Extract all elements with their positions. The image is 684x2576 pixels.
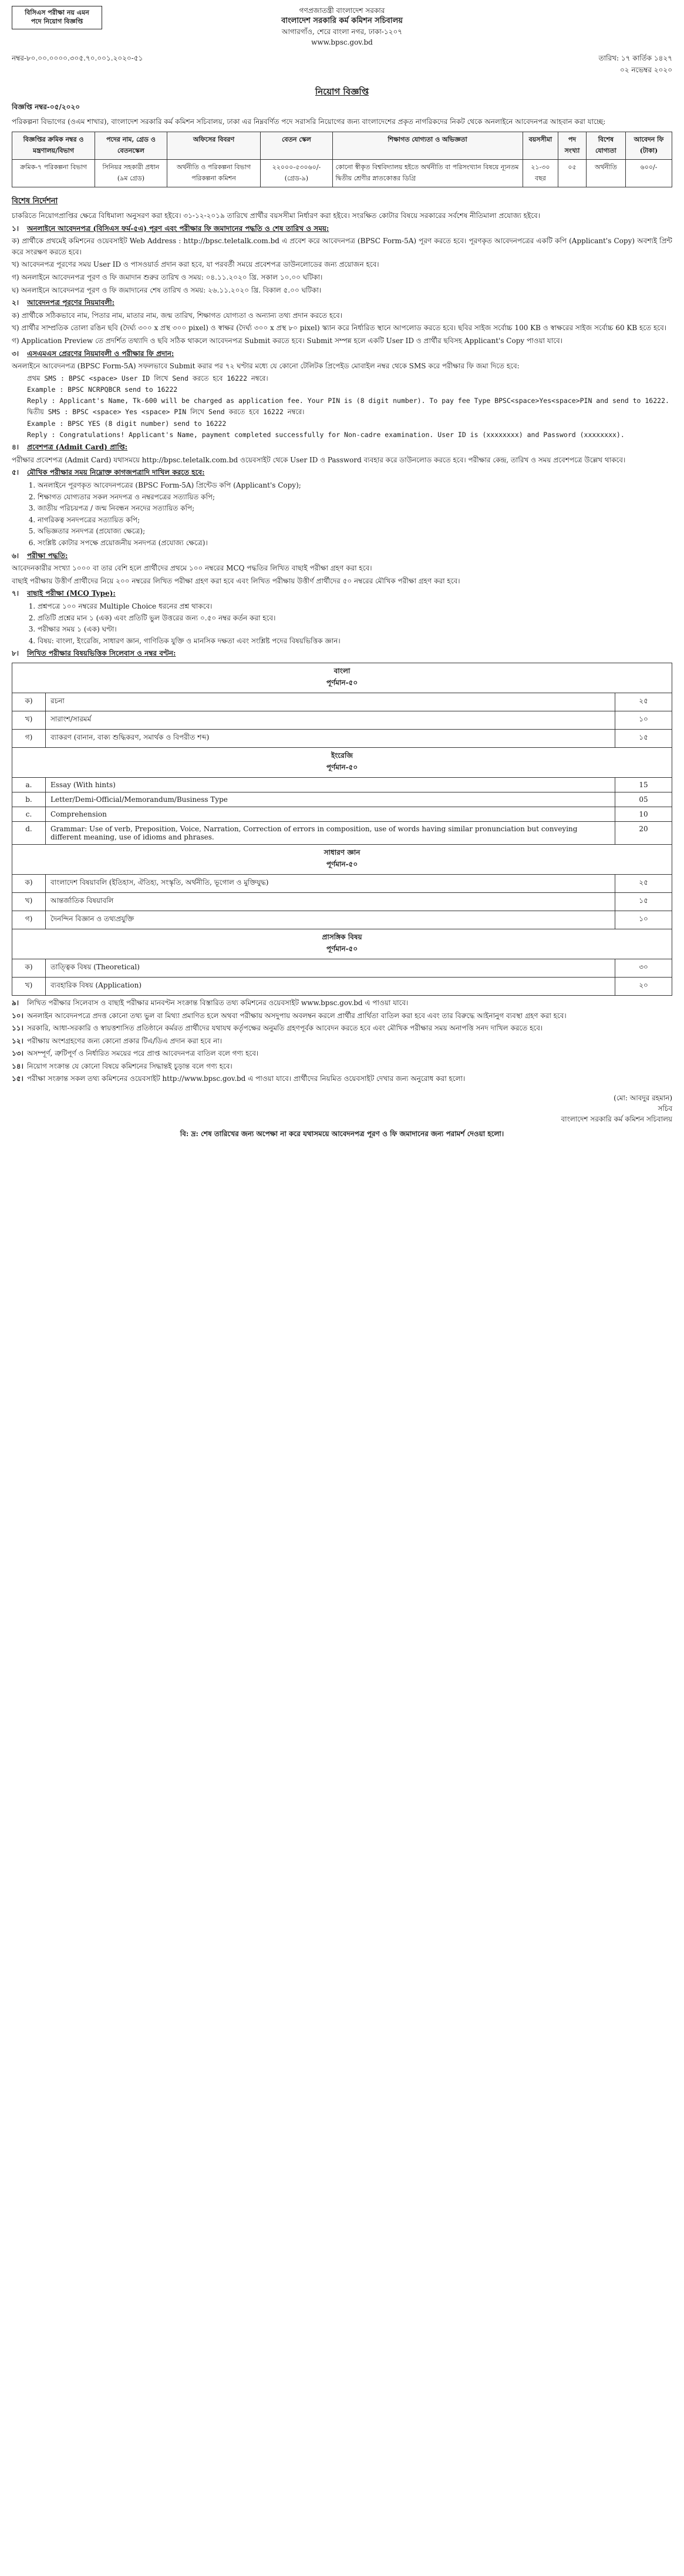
- sms-instruction: Reply : Congratulations! Applicant's Name, payment completed successfully for Non-cadre examination. User ID is (xxxxxxxx) and Password (xxxxxxxx).: [27, 430, 625, 439]
- syllabus-item-topic: Essay (With hints): [46, 777, 615, 792]
- syllabus-item-topic: Comprehension: [46, 807, 615, 821]
- syllabus-row: [12, 693, 672, 711]
- syllabus-row: [12, 792, 672, 807]
- final-note: বি: দ্র: শেষ তারিখের জন্য অপেক্ষা না করে যথাসময়ে আবেদনপত্র পূরণ ও ফি জমাদানের জন্য পরামর্শ দেওয়া হলো।: [180, 1130, 504, 1138]
- syllabus-item-index: ক): [12, 874, 46, 892]
- org-name: বাংলাদেশ সরকারি কর্ম কমিশন সচিবালয়: [281, 16, 403, 26]
- syllabus-item-marks: ১৫: [615, 729, 672, 747]
- stamp-line-1: বিসিএস পরীক্ষা নয় এমন: [25, 9, 89, 16]
- syllabus-item-index: ক): [12, 693, 46, 711]
- syllabus-item-index: গ): [12, 911, 46, 929]
- closing-clauses: [12, 998, 672, 1084]
- syllabus-subject-total: পূর্ণমান-৫০: [326, 678, 358, 687]
- syllabus-item-marks: 05: [615, 792, 672, 807]
- closing-number: ১২।: [12, 1036, 23, 1045]
- syllabus-item-marks: ২৫: [615, 693, 672, 711]
- section-title: অনলাইনে আবেদনপত্র (বিসিএস ফর্ম-৫এ) পূরণ এবং পরীক্ষার ফি জমাদানের পদ্ধতি ও শেষ তারিখ ও সময়:: [27, 224, 329, 233]
- syllabus-item-topic: আন্তর্জাতিক বিষয়াবলি: [46, 892, 615, 911]
- date-block: [599, 53, 672, 77]
- post-table-cell: সিনিয়র সহকারী প্রধান (৯ম গ্রেড): [95, 160, 167, 187]
- signatory-name: (মো: আবদুর রহমান): [614, 1094, 672, 1103]
- section-title: লিখিত পরীক্ষার বিষয়ভিত্তিক সিলেবাস ও নম্বর বণ্টন:: [27, 649, 176, 658]
- section-heading: [12, 348, 672, 360]
- section-paragraph: খ) আবেদনপত্র পূরণের সময় User ID ও পাসওয়ার্ড প্রদান করা হবে, যা পরবর্তী সময়ে প্রবেশপত্র ডাউনলোডের জন্য প্রয়োজন হবে।: [12, 260, 379, 269]
- section-list: [38, 601, 672, 646]
- syllabus-item-topic: Grammar: Use of verb, Preposition, Voice, Narration, Correction of errors in composition, use of words having similar pronunciation but conveying different meaning, use of idioms and phrases.: [46, 821, 615, 844]
- syllabus-block-header: [12, 844, 672, 874]
- section-paragraph: খ) প্রার্থীর সাম্প্রতিক তোলা রঙিন ছবি (দৈর্ঘ্য ৩০০ x প্রস্থ ৩০০ pixel) ও স্বাক্ষর (দৈর্ঘ্য ৩০০ x প্রস্থ ৮০ pixel) স্ক্যান করে নির্ধারিত স্থানে আপলোড করতে হবে। ছবির সাইজ সর্বোচ্চ 100 KB ও স্বাক্ষরের সাইজ সর্বোচ্চ 60 KB হতে হবে।: [12, 324, 667, 333]
- section-heading: [12, 297, 672, 308]
- syllabus-item-marks: ১৫: [615, 892, 672, 911]
- syllabus-item-marks: ১০: [615, 911, 672, 929]
- syllabus-row: [12, 874, 672, 892]
- syllabus-item-marks: ১০: [615, 711, 672, 729]
- sms-instruction: প্রথম SMS : BPSC <space> User ID লিখে Send করতে হবে 16222 নম্বরে।: [27, 374, 268, 382]
- syllabus-item-marks: ২০: [615, 977, 672, 995]
- post-table-header: আবেদন ফি (টাকা): [626, 132, 672, 160]
- sms-instruction: দ্বিতীয় SMS : BPSC <space> Yes <space> PIN লিখে Send করতে হবে 16222 নম্বরে।: [27, 408, 305, 417]
- closing-text: অনলাইন আবেদনপত্রে প্রদত্ত কোনো তথ্য ভুল বা মিথ্যা প্রমাণিত হলে অথবা পরীক্ষায় অসদুপায় অবলম্বন করলে প্রার্থীর প্রার্থিতা বাতিল করা হবে এবং তার বিরুদ্ধে আইনানুগ ব্যবস্থা গ্রহণ করা হবে।: [27, 1011, 567, 1020]
- section-number: ৬।: [12, 551, 19, 560]
- closing-clause: [12, 1023, 672, 1034]
- post-table-header: বিজ্ঞপ্তির ক্রমিক নম্বর ও মন্ত্রণালয়/বিভাগ: [12, 132, 95, 160]
- section-paragraph: ক) প্রার্থীকে সঠিকভাবে নাম, পিতার নাম, মাতার নাম, জন্ম তারিখ, শিক্ষাগত যোগ্যতা ও অন্যান্য তথ্য প্রদান করতে হবে।: [12, 311, 342, 320]
- syllabus-item-index: খ): [12, 892, 46, 911]
- post-table-cell: অর্থনীতি ও পরিকল্পনা বিভাগ পরিকল্পনা কমিশন: [167, 160, 261, 187]
- syllabus-subject: [12, 844, 672, 874]
- section-paragraph: পরীক্ষার প্রবেশপত্র (Admit Card) যথাসময়ে http://bpsc.teletalk.com.bd ওয়েবসাইট থেকে User ID ও Password ব্যবহার করে ডাউনলোড করতে হবে। পরীক্ষার কেন্দ্র, তারিখ ও সময় প্রবেশপত্রে উল্লেখ থাকবে।: [12, 455, 626, 464]
- section-number: ১।: [12, 224, 19, 233]
- post-table-cell: ২২০০০-৫৩০৬০/- (গ্রেড-৯): [261, 160, 332, 187]
- section-heading: [12, 550, 672, 562]
- section-number: ৫।: [12, 468, 19, 477]
- section-list-item: 5. অভিজ্ঞতার সনদপত্র (প্রযোজ্য ক্ষেত্রে);: [38, 526, 672, 537]
- section-list-item: 3. পরীক্ষার সময় ১ (এক) ঘণ্টা।: [38, 624, 672, 635]
- syllabus-subject-total: পূর্ণমান-৫০: [326, 859, 358, 868]
- section-list-item: 1. প্রশ্নপত্রে ১০০ নম্বরের Multiple Choice ধরনের প্রশ্ন থাকবে।: [38, 601, 672, 612]
- syllabus-block-header: [12, 929, 672, 959]
- section-paragraph: আবেদনকারীর সংখ্যা ১০০০ বা তার বেশি হলে প্রার্থীদের প্রথমে ১০০ নম্বরের MCQ পদ্ধতির লিখিত বাছাই পরীক্ষা গ্রহণ করা হবে।: [12, 564, 372, 573]
- post-table-header: শিক্ষাগত যোগ্যতা ও অভিজ্ঞতা: [332, 132, 523, 160]
- special-instructions-title: বিশেষ নির্দেশনা: [12, 197, 58, 206]
- notice-title: নিয়োগ বিজ্ঞপ্তি: [315, 86, 369, 98]
- syllabus-item-topic: বাংলাদেশ বিষয়াবলি (ইতিহাস, ঐতিহ্য, সংস্কৃতি, অর্থনীতি, ভূগোল ও মুক্তিযুদ্ধ): [46, 874, 615, 892]
- section-list-item: 4. বিষয়: বাংলা, ইংরেজি, সাধারণ জ্ঞান, গাণিতিক যুক্তি ও মানসিক দক্ষতা এবং সংশ্লিষ্ট পদের বিষয়ভিত্তিক জ্ঞান।: [38, 636, 672, 647]
- section-paragraph: ক) প্রার্থীকে প্রথমেই কমিশনের ওয়েবসাইট Web Address : http://bpsc.teletalk.com.bd এ প্রবেশ করে আবেদনপত্র (BPSC Form-5A) পূরণ করতে হবে। পূরণকৃত আবেদনপত্রের একটি কপি (Applicant's Copy) অবশ্যই প্রিন্ট করে সংরক্ষণ করতে হবে।: [12, 237, 672, 256]
- sms-instruction: Reply : Applicant's Name, Tk-600 will be charged as application fee. Your PIN is (8 digit number). To pay fee Type BPSC<space>Yes<space>PIN and send to 16222.: [27, 397, 669, 405]
- closing-text: নিয়োগ সংক্রান্ত যে কোনো বিষয়ে কমিশনের সিদ্ধান্তই চূড়ান্ত বলে গণ্য হবে।: [27, 1062, 233, 1070]
- syllabus-item-index: খ): [12, 711, 46, 729]
- section-list-item: 1. অনলাইনে পূরণকৃত আবেদনপত্রের (BPSC Form-5A) প্রিন্টেড কপি (Applicant's Copy);: [38, 480, 672, 491]
- post-table-cell: ক্রমিক-৭ পরিকল্পনা বিভাগ: [12, 160, 95, 187]
- date-bangla: ১৭ কার্তিক ১৪২৭: [621, 54, 672, 63]
- sms-instruction: Example : BPSC YES (8 digit number) send to 16222: [27, 419, 227, 428]
- closing-clause: [12, 1061, 672, 1072]
- syllabus-row: [12, 777, 672, 792]
- signatory-designation: সচিব: [658, 1104, 672, 1113]
- closing-number: ১৩।: [12, 1049, 23, 1058]
- syllabus-item-index: c.: [12, 807, 46, 821]
- section-heading: [12, 648, 672, 659]
- section-title: বাছাই পরীক্ষা (MCQ Type):: [27, 589, 116, 598]
- section-number: ৪।: [12, 443, 19, 452]
- syllabus-row: [12, 892, 672, 911]
- section-title: মৌখিক পরীক্ষার সময় নিম্নোক্ত কাগজপত্রাদি দাখিল করতে হবে:: [27, 468, 205, 477]
- section-list-item: 2. শিক্ষাগত যোগ্যতার সকল সনদপত্র ও নম্বরপত্রের সত্যায়িত কপি;: [38, 492, 672, 503]
- section-title: এসএমএস প্রেরণের নিয়মাবলী ও পরীক্ষার ফি প্রদান:: [27, 349, 174, 358]
- advertisement-number: বিজ্ঞপ্তি নম্বর-০৫/২০২০: [12, 103, 80, 112]
- section-number: ২।: [12, 298, 19, 307]
- section-title: পরীক্ষা পদ্ধতি:: [27, 551, 68, 560]
- syllabus-item-topic: সারাংশ/সারমর্ম: [46, 711, 615, 729]
- closing-text: পরীক্ষা সংক্রান্ত সকল তথ্য কমিশনের ওয়েবসাইট http://www.bpsc.gov.bd এ পাওয়া যাবে। প্রার্থীদের নিয়মিত ওয়েবসাইট দেখার জন্য অনুরোধ করা হলো।: [27, 1074, 466, 1083]
- syllabus-item-index: b.: [12, 792, 46, 807]
- syllabus-subject-total: পূর্ণমান-৫০: [326, 763, 358, 771]
- syllabus-row: [12, 911, 672, 929]
- syllabus-subject: [12, 929, 672, 959]
- syllabus-row: [12, 711, 672, 729]
- syllabus-item-index: খ): [12, 977, 46, 995]
- post-table-header: বিশেষ যোগ্যতা: [586, 132, 625, 160]
- post-table-header: বয়সসীমা: [523, 132, 558, 160]
- stamp-line-2: পদে নিয়োগ বিজ্ঞপ্তি: [31, 17, 83, 25]
- closing-clause: [12, 1048, 672, 1059]
- reference-number: নম্বর-৮০.০০.০০০০.৩০৫.৭০.০০১.২০২০-৫১: [12, 54, 143, 63]
- section-number: ৭।: [12, 589, 19, 598]
- signature-block: [12, 1093, 672, 1124]
- syllabus-item-index: a.: [12, 777, 46, 792]
- intro-paragraph: পরিকল্পনা বিভাগের (ওএম শাখার), বাংলাদেশ সরকারি কর্ম কমিশন সচিবালয়, ঢাকা এর নিম্নবর্ণিত পদে সরাসরি নিয়োগের জন্য বাংলাদেশের প্রকৃত নাগরিকদের নিকট থেকে অনলাইনে আবেদনপত্র আহবান করা যাচ্ছে:: [12, 117, 606, 126]
- org-website: www.bpsc.gov.bd: [311, 38, 373, 46]
- syllabus-row: [12, 977, 672, 995]
- section-title: আবেদনপত্র পূরণের নিয়মাবলী:: [27, 298, 114, 307]
- section-heading: [12, 467, 672, 478]
- section-heading: [12, 442, 672, 453]
- post-table-row: [12, 160, 672, 187]
- closing-number: ১১।: [12, 1024, 23, 1033]
- date-label: তারিখ:: [598, 54, 619, 63]
- syllabus-item-index: d.: [12, 821, 46, 844]
- syllabus-block-header: [12, 747, 672, 777]
- section-heading: [12, 223, 672, 234]
- post-table-header: পদের নাম, গ্রেড ও বেতনস্কেল: [95, 132, 167, 160]
- reference-line: [12, 53, 672, 77]
- syllabus-subject: [12, 663, 672, 693]
- post-table-cell: কোনো স্বীকৃত বিশ্ববিদ্যালয় হইতে অর্থনীতি বা পরিসংখ্যান বিষয়ে ন্যূনতম দ্বিতীয় শ্রেণীর স্নাতকোত্তর ডিগ্রি: [332, 160, 523, 187]
- closing-text: অসম্পূর্ণ, ত্রুটিপূর্ণ ও নির্ধারিত সময়ের পরে প্রাপ্ত আবেদনপত্র বাতিল বলে গণ্য হবে।: [27, 1049, 259, 1058]
- special-instructions-text: চাকরিতে নিয়োগপ্রাপ্তির ক্ষেত্রে বিধিমালা অনুসরণ করা হইবে। ৩১-১২-২০১৯ তারিখে প্রার্থীর বয়সসীমা নির্ধারণ করা হইবে। সংরক্ষিত কোটার বিষয়ে সরকারের সর্বশেষ নীতিমালা প্রযোজ্য হইবে।: [12, 211, 541, 220]
- section-paragraph: গ) Application Preview তে প্রদর্শিত তথ্যাদি ও ছবি সঠিক থাকলে আবেদনপত্র Submit করতে হবে। Submit সম্পন্ন হলে একটি User ID ও প্রার্থীর ছবিসহ Applicant's Copy পাওয়া যাবে।: [12, 336, 562, 345]
- syllabus-subject-name: বাংলা: [333, 666, 351, 675]
- syllabus-row: [12, 729, 672, 747]
- syllabus-subject-name: ইংরেজি: [331, 751, 353, 760]
- syllabus-item-marks: 20: [615, 821, 672, 844]
- section-paragraph: বাছাই পরীক্ষায় উত্তীর্ণ প্রার্থীদের নিয়ে ২০০ নম্বরের লিখিত পরীক্ষা গ্রহণ করা হবে এবং লিখিত পরীক্ষায় উত্তীর্ণ প্রার্থীদের ৫০ নম্বরের মৌখিক পরীক্ষা গ্রহণ করা হবে।: [12, 576, 460, 585]
- syllabus-table: [12, 663, 672, 996]
- syllabus-row: [12, 959, 672, 977]
- section-paragraph: গ) অনলাইনে আবেদনপত্র পূরণ ও ফি জমাদান শুরুর তারিখ ও সময়: ০৪.১১.২০২০ খ্রি. সকাল ১০.০০ ঘটিকা।: [12, 273, 323, 281]
- section-list: [38, 480, 672, 549]
- letterhead: [12, 6, 672, 48]
- section-paragraph: অনলাইনে আবেদনপত্র (BPSC Form-5A) সফলভাবে Submit করার পর ৭২ ঘণ্টার মধ্যে যে কোনো টেলিটক প্রিপেইড মোবাইল নম্বর থেকে SMS করে পরীক্ষার ফি জমা দিতে হবে:: [12, 362, 520, 371]
- section-list-item: 4. নাগরিকত্ব সনদপত্রের সত্যায়িত কপি;: [38, 515, 672, 526]
- post-table-header: অফিসের বিবরণ: [167, 132, 261, 160]
- closing-number: ৯।: [12, 998, 19, 1007]
- syllabus-item-topic: দৈনন্দিন বিজ্ঞান ও তথ্যপ্রযুক্তি: [46, 911, 615, 929]
- post-table-cell: ৬০০/-: [626, 160, 672, 187]
- syllabus-row: [12, 821, 672, 844]
- closing-clause: [12, 1073, 672, 1084]
- closing-clause: [12, 1036, 672, 1047]
- syllabus-subject: [12, 747, 672, 777]
- closing-number: ১০।: [12, 1011, 23, 1020]
- sms-instruction: Example : BPSC NCRPQBCR send to 16222: [27, 385, 178, 394]
- section-number: ৩।: [12, 349, 19, 358]
- section-list-item: 2. প্রতিটি প্রশ্নের মান ১ (এক) এবং প্রতিটি ভুল উত্তরের জন্য ০.৫০ নম্বর কর্তন করা হবে।: [38, 613, 672, 624]
- syllabus-subject-name: প্রাসঙ্গিক বিষয়: [322, 932, 362, 941]
- syllabus-item-marks: 15: [615, 777, 672, 792]
- instruction-sections: [12, 223, 672, 659]
- closing-number: ১৪।: [12, 1062, 23, 1070]
- syllabus-block-header: [12, 663, 672, 693]
- post-table-cell: ২১-৩০ বছর: [523, 160, 558, 187]
- section-title: প্রবেশপত্র (Admit Card) প্রাপ্তি:: [27, 443, 128, 452]
- section-number: ৮।: [12, 649, 19, 658]
- closing-number: ১৫।: [12, 1074, 23, 1083]
- post-table-header: পদ সংখ্যা: [558, 132, 587, 160]
- org-address: আগারগাঁও, শেরে বাংলা নগর, ঢাকা-১২০৭: [281, 28, 403, 36]
- post-table-cell: ০৫: [558, 160, 587, 187]
- date-english: ০২ নভেম্বর ২০২০: [619, 66, 672, 75]
- syllabus-item-marks: ৩০: [615, 959, 672, 977]
- syllabus-item-topic: ব্যাকরণ (বানান, বাক্য শুদ্ধিকরণ, সমার্থক ও বিপরীত শব্দ): [46, 729, 615, 747]
- syllabus-row: [12, 807, 672, 821]
- section-heading: [12, 588, 672, 599]
- syllabus-item-marks: 10: [615, 807, 672, 821]
- notice-page: [12, 6, 672, 1141]
- closing-text: পরীক্ষায় অংশগ্রহণের জন্য কোনো প্রকার টিএ/ডিএ প্রদান করা হবে না।: [27, 1036, 223, 1045]
- syllabus-subject-total: পূর্ণমান-৫০: [326, 944, 358, 953]
- syllabus-subject-name: সাধারণ জ্ঞান: [324, 848, 360, 857]
- closing-clause: [12, 1010, 672, 1022]
- closing-clause: [12, 998, 672, 1009]
- gov-name: গণপ্রজাতন্ত্রী বাংলাদেশ সরকার: [299, 6, 385, 15]
- syllabus-item-topic: ব্যবহারিক বিষয় (Application): [46, 977, 615, 995]
- section-list-item: 3. জাতীয় পরিচয়পত্র / জন্ম নিবন্ধন সনদের সত্যায়িত কপি;: [38, 503, 672, 514]
- section-paragraph: ঘ) অনলাইনে আবেদনপত্র পূরণ ও ফি জমাদানের শেষ তারিখ ও সময়: ২৬.১১.২০২০ খ্রি. বিকাল ৫.০০ ঘটিকা।: [12, 286, 322, 294]
- syllabus-item-topic: তাত্ত্বিক বিষয় (Theoretical): [46, 959, 615, 977]
- notice-type-stamp: [12, 6, 102, 29]
- syllabus-item-topic: রচনা: [46, 693, 615, 711]
- post-table-cell: অর্থনীতি: [586, 160, 625, 187]
- syllabus-item-topic: Letter/Demi-Official/Memorandum/Business Type: [46, 792, 615, 807]
- section-list-item: 6. সংশ্লিষ্ট কোটার সপক্ষে প্রয়োজনীয় সনদপত্র (প্রযোজ্য ক্ষেত্রে)।: [38, 538, 672, 549]
- signatory-office: বাংলাদেশ সরকারি কর্ম কমিশন সচিবালয়: [561, 1115, 672, 1124]
- syllabus-item-marks: ২৫: [615, 874, 672, 892]
- syllabus-item-index: গ): [12, 729, 46, 747]
- syllabus-item-index: ক): [12, 959, 46, 977]
- closing-text: সরকারি, আধা-সরকারি ও স্বায়ত্তশাসিত প্রতিষ্ঠানে কর্মরত প্রার্থীদের যথাযথ কর্তৃপক্ষের অনুমতি গ্রহণপূর্বক আবেদন করতে হবে এবং মৌখিক পরীক্ষার সময় অনাপত্তি সনদ দাখিল করতে হবে।: [27, 1024, 543, 1033]
- post-table: [12, 132, 672, 187]
- post-table-header: বেতন স্কেল: [261, 132, 332, 160]
- closing-text: লিখিত পরীক্ষার সিলেবাস ও বাছাই পরীক্ষার মানবণ্টন সংক্রান্ত বিস্তারিত তথ্য কমিশনের ওয়েবসাইট www.bpsc.gov.bd এ পাওয়া যাবে।: [27, 998, 409, 1007]
